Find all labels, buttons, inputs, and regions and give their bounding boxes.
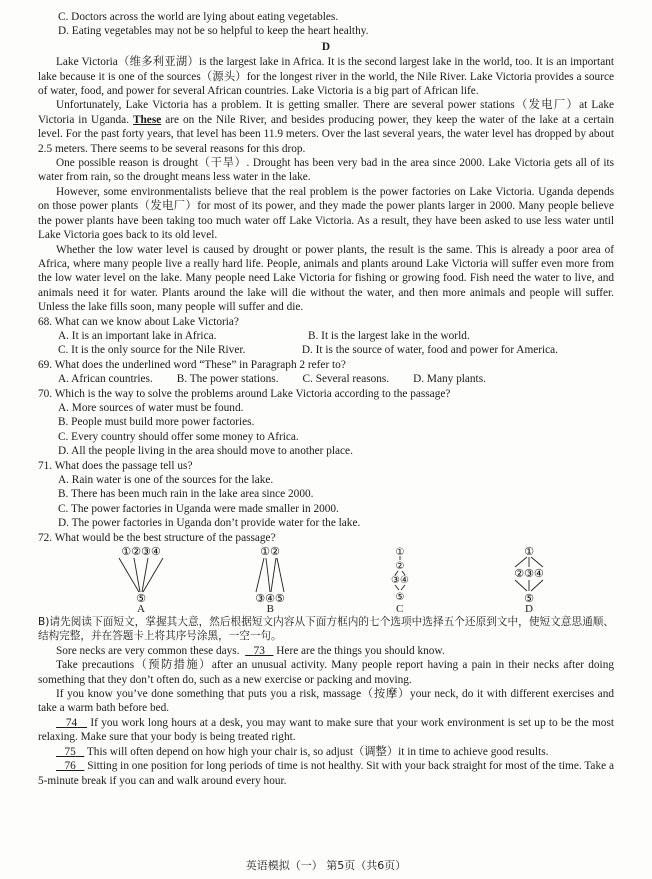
sb-p1-pre: Sore necks are very common these days.: [56, 644, 240, 657]
q70-option-c[interactable]: C. Every country should offer some money to Africa.: [58, 430, 299, 443]
sb-p6-text: Sitting in one position for long periods of time is not healthy. Sit with your back straight for most of the time. Take a 5-minute break if you can and walk around every hour.: [38, 760, 614, 787]
blank-74[interactable]: 74: [65, 716, 78, 729]
q72-diagram-c[interactable]: [355, 545, 445, 615]
section-b-paragraph-6: [38, 759, 614, 788]
section-b-paragraph-2: Take precautions（预防措施）after an unusual activity. Many people report having a pain in their necks after doing something that they don’t often do, such as a new exercise or packing and moving.: [38, 659, 614, 686]
prev-option-d: D. Eating vegetables may not be so helpful to keep the heart healthy.: [58, 25, 369, 38]
q69-options: [38, 372, 614, 386]
structure-diagram-a: [96, 545, 186, 603]
prev-option-c: C. Doctors across the world are lying about eating vegetables.: [58, 11, 339, 23]
diagram-d-label: D: [525, 603, 533, 616]
q68-option-d[interactable]: D. It is the source of water, food and power for America.: [301, 344, 559, 357]
q68-options-row2: [38, 343, 614, 357]
q72-diagram-b[interactable]: [225, 545, 315, 615]
q71-option-c[interactable]: C. The power factories in Uganda were made smaller in 2000.: [58, 502, 339, 515]
section-b-paragraph-3: If you know you’ve done something that puts you a risk, massage（按摩）your neck, do it with different exercises and take a warm bath before bed.: [38, 688, 614, 715]
q68-stem: 68. What can we know about Lake Victoria?: [38, 315, 239, 328]
q72-diagram-d[interactable]: [484, 545, 574, 615]
diagram-a-bottom: ⑤: [136, 592, 146, 604]
q69-option-c[interactable]: C. Several reasons.: [302, 373, 390, 386]
structure-diagram-d: [484, 545, 574, 603]
passage-paragraph-1: Lake Victoria（维多利亚湖）is the largest lake in Africa. It is the second largest lake in the world, too. It is an important lake because it is one of the sources（源头）for the longest river in the world, the Nile River. Lake Victoria provides a source of water, food, and power for several African countries. Lake Victoria is a big part of African life.: [38, 56, 614, 98]
diagram-c-node-4: ⑤: [395, 592, 405, 604]
page-footer: 英语模拟（一） 第5页（共6页）: [245, 858, 407, 872]
blank-73[interactable]: 73: [253, 644, 265, 657]
section-b-paragraph-1: [38, 644, 614, 658]
q69-option-a[interactable]: A. African countries.: [58, 373, 153, 386]
structure-diagram-b: [225, 545, 315, 603]
diagram-b-label: B: [266, 603, 274, 616]
sb-p5-text: This will often depend on how high your chair is, so adjust（调整）it in time to achieve good results.: [86, 745, 549, 758]
diagram-c-node-3: ③④: [390, 575, 409, 587]
diagram-a-top: ①②③④: [121, 545, 161, 559]
q70-option-b[interactable]: B. People must build more power factories.: [58, 416, 255, 429]
q70-stem: 70. Which is the way to solve the problems around Lake Victoria according to the passage?: [38, 387, 451, 400]
q69-option-d[interactable]: D. Many plants.: [413, 373, 486, 386]
blank-75[interactable]: 75: [64, 745, 76, 758]
section-b-paragraph-4: [38, 716, 614, 745]
diagram-c-node-2: ②: [395, 561, 405, 573]
diagram-d-bottom: ⑤: [524, 592, 534, 604]
diagram-c-label: C: [395, 603, 404, 616]
q68-option-a[interactable]: A. It is an important lake in Africa.: [58, 329, 217, 342]
passage-paragraph-5: Whether the low water level is caused by drought or power plants, the result is the same. This is already a poor area of Africa, where many people live a really hard life. People, animals and plants around Lake Victoria will suffer even more from the low water level on the lake. Many people need Lake Victoria for fishing or growing food. Fish need the water to live, and animals need it for water. Plants around the lake will die without the water, and then more animals and people will suffer. Unless the lake fills soon, many people will suffer and die.: [38, 243, 614, 314]
passage-paragraph-4: However, some environmentalists believe that the real problem is the power factories on Lake Victoria. Uganda depends on those power plants（发电厂）for most of its power, and they made the power plants larger in 2000. Many people believe the power plants have been taking too much water off Lake Victoria. As a result, they have been asked to use less water until Lake Victoria goes back to its old level.: [38, 185, 614, 242]
blank-76[interactable]: 76: [64, 760, 76, 773]
q71-option-a[interactable]: A. Rain water is one of the sources for the lake.: [58, 474, 274, 486]
q69-option-b[interactable]: B. The power stations.: [176, 373, 279, 386]
q70-option-d[interactable]: D. All the people living in the area should move to another place.: [58, 445, 353, 458]
q72-diagrams: [38, 545, 614, 615]
sb-p4-text: If you work long hours at a desk, you may want to make sure that your work environment is set up to be the most relaxing. Make sure that your body is being treated right.: [38, 716, 614, 744]
q68-options-row1: [38, 329, 614, 343]
underlined-word-these: These: [132, 113, 162, 126]
diagram-c-node-1: ①: [395, 547, 405, 559]
q69-stem: 69. What does the underlined word “These” in Paragraph 2 refer to?: [38, 358, 346, 371]
q72-diagram-a[interactable]: [96, 545, 186, 615]
q71-stem: 71. What does the passage tell us?: [38, 459, 193, 472]
q68-option-c[interactable]: C. It is the only source for the Nile River.: [58, 344, 246, 357]
passage-paragraph-2: Unfortunately, Lake Victoria has a problem. It is getting smaller. There are several power stations（发电厂）at Lake Victoria in Uganda. These are on the Nile River, and besides producing power, they keep the water of the lake at a certain level. For the past forty years, that level has been 11.9 meters. Over the last several years, the water level has dropped by about 2.5 meters. There seems to be several reasons for this drop.: [38, 99, 614, 155]
structure-diagram-c: [355, 545, 445, 603]
diagram-b-top: ①②: [260, 545, 281, 559]
diagram-b-bottom: ③④⑤: [255, 592, 286, 604]
diagram-d-top: ①: [524, 545, 534, 559]
passage-d-title: D: [321, 40, 331, 53]
section-b-paragraph-5: [38, 745, 614, 759]
q71-option-d[interactable]: D. The power factories in Uganda don’t provide water for the lake.: [58, 517, 361, 530]
q72-stem: 72. What would be the best structure of the passage?: [38, 531, 276, 544]
section-b-instruction: B)请先阅读下面短文，掌握其大意，然后根据短文内容从下面方框内的七个选项中选择五个还原到文中，使短文意思通顺、结构完整，并在答题卡上将其序号涂黑，一空一句。: [38, 616, 614, 643]
diagram-a-label: A: [137, 603, 145, 616]
diagram-d-middle: ②③④: [514, 567, 544, 581]
passage-paragraph-3: One possible reason is drought（干旱）. Drought has been very bad in the area since 2000. Lake Victoria gets all of its water from rain, so the drought means less water in the lake.: [38, 157, 614, 184]
q68-option-b[interactable]: B. It is the largest lake in the world.: [308, 329, 470, 342]
sb-p1-post: Here are the things you should know.: [276, 644, 445, 657]
q71-option-b[interactable]: B. There has been much rain in the lake area since 2000.: [58, 488, 314, 501]
q70-option-a[interactable]: A. More sources of water must be found.: [58, 401, 244, 414]
